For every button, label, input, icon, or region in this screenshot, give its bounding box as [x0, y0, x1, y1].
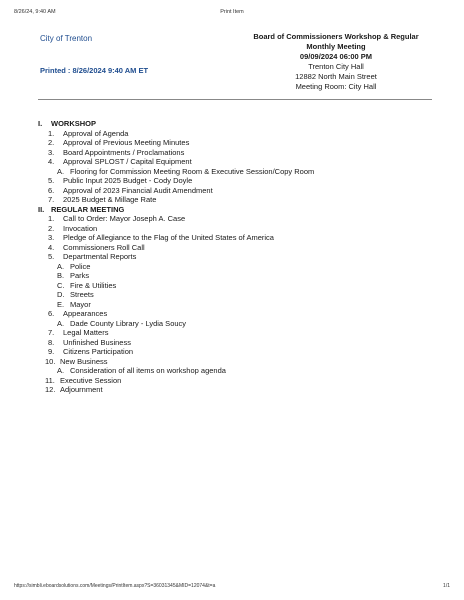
agenda-item-text: Appearances — [63, 309, 108, 318]
agenda-item-number: 1. — [48, 128, 55, 138]
agenda-item — [38, 385, 448, 395]
agenda-item — [38, 157, 448, 167]
print-title: Print Item — [220, 9, 244, 15]
agenda-item-text: Citizens Participation — [63, 347, 134, 356]
agenda-item — [38, 138, 448, 148]
agenda-item-number: 11. — [45, 375, 55, 385]
section-heading-number: I. — [38, 119, 43, 128]
agenda — [38, 119, 448, 395]
agenda-subitem-number: A. — [57, 166, 65, 176]
agenda-subitem-text: Dade County Library - Lydia Soucy — [70, 318, 187, 328]
agenda-item — [38, 129, 448, 139]
agenda-item — [38, 148, 448, 158]
agenda-item-number: 5. — [48, 252, 55, 261]
agenda-item — [38, 186, 448, 196]
agenda-subitem-text: Flooring for Commission Meeting Room & Executive Session/Copy Room — [70, 166, 315, 176]
agenda-item-number: 12. — [45, 385, 56, 394]
agenda-item-number: 6. — [48, 185, 55, 195]
agenda-item — [38, 376, 448, 386]
agenda-subitem — [38, 281, 448, 291]
header-divider — [38, 99, 432, 100]
meeting-title-line-2: Monthly Meeting — [306, 42, 366, 51]
section-heading — [38, 119, 448, 129]
print-url: https://simbli.eboardsolutions.com/Meetings/PrintItem.aspx?S=36031345&MID=12074&t=a — [14, 583, 216, 589]
agenda-subitem — [38, 262, 448, 272]
agenda-item-number: 7. — [48, 195, 55, 204]
agenda-item — [38, 176, 448, 186]
agenda-item-text: Approval of Agenda — [63, 128, 129, 138]
agenda-item — [38, 224, 448, 234]
agenda-item-text: Departmental Reports — [63, 252, 137, 261]
section-heading-text: WORKSHOP — [51, 119, 96, 128]
agenda-item-number: 4. — [48, 242, 55, 252]
agenda-item-number: 1. — [48, 214, 55, 223]
agenda-item — [38, 233, 448, 243]
meeting-date: 09/09/2024 06:00 PM — [299, 52, 373, 61]
agenda-item-number: 3. — [48, 233, 55, 242]
section-heading-text: REGULAR MEETING — [51, 204, 125, 214]
agenda-item-text: Unfinished Business — [63, 337, 131, 347]
agenda-item-text: Legal Matters — [63, 328, 109, 337]
agenda-subitem — [38, 290, 448, 300]
agenda-subitem — [38, 271, 448, 281]
section-heading — [38, 205, 448, 215]
agenda-item-text: Board Appointments / Proclamations — [63, 147, 185, 157]
agenda-subitem-number: E. — [57, 299, 65, 309]
agenda-item-text: Public Input 2025 Budget - Cody Doyle — [63, 176, 193, 185]
print-page-number: 1/1 — [443, 583, 450, 589]
agenda-item-text: Call to Order: Mayor Joseph A. Case — [63, 214, 186, 223]
agenda-subitem-number: A. — [57, 261, 65, 271]
agenda-subitem-number: D. — [57, 290, 65, 299]
agenda-subitem-text: Mayor — [70, 299, 91, 309]
agenda-item-text: Invocation — [63, 223, 98, 233]
agenda-item — [38, 309, 448, 319]
agenda-item — [38, 338, 448, 348]
agenda-subitem-number: A. — [57, 318, 65, 328]
agenda-item-text: Commissioners Roll Call — [63, 242, 145, 252]
agenda-subitem-text: Streets — [70, 290, 94, 299]
agenda-item-text: Executive Session — [60, 375, 122, 385]
agenda-subitem-number: C. — [57, 280, 65, 290]
agenda-item-number: 8. — [48, 337, 55, 347]
agenda-item — [38, 252, 448, 262]
print-datetime: 8/26/24, 9:40 AM — [14, 9, 56, 15]
agenda-item-number: 5. — [48, 176, 55, 185]
agenda-subitem — [38, 300, 448, 310]
agenda-item-text: Pledge of Allegiance to the Flag of the United States of America — [63, 233, 274, 242]
agenda-subitem-text: Consideration of all items on workshop agenda — [70, 366, 226, 375]
agenda-subitem-text: Fire & Utilities — [70, 280, 117, 290]
agenda-item-text: New Business — [60, 356, 108, 366]
meeting-info — [230, 32, 442, 92]
agenda-subitem-text: Parks — [70, 271, 90, 280]
printed-timestamp: Printed : 8/26/2024 9:40 AM ET — [40, 66, 149, 75]
agenda-item-number: 3. — [48, 147, 55, 157]
organization-name: City of Trenton — [40, 34, 93, 43]
agenda-item — [38, 243, 448, 253]
agenda-item-number: 2. — [48, 138, 55, 147]
agenda-item-number: 4. — [48, 157, 55, 166]
agenda-subitem-number: B. — [57, 271, 65, 280]
agenda-subitem-text: Police — [70, 261, 91, 271]
agenda-item-text: 2025 Budget & Millage Rate — [63, 195, 157, 204]
agenda-subitem — [38, 319, 448, 329]
meeting-location-name: Trenton City Hall — [308, 62, 364, 71]
agenda-item-text: Approval SPLOST / Capital Equipment — [63, 157, 192, 166]
agenda-subitem — [38, 167, 448, 177]
agenda-item-text: Approval of 2023 Financial Audit Amendment — [63, 185, 213, 195]
agenda-item — [38, 347, 448, 357]
agenda-item-number: 7. — [48, 328, 55, 337]
agenda-item — [38, 357, 448, 367]
agenda-subitem-number: A. — [57, 366, 65, 375]
meeting-location-address: 12882 North Main Street — [295, 72, 377, 81]
agenda-subitem — [38, 366, 448, 376]
agenda-item — [38, 195, 448, 205]
agenda-item — [38, 328, 448, 338]
agenda-item-text: Adjournment — [60, 385, 103, 394]
meeting-title-line-1: Board of Commissioners Workshop & Regular — [253, 32, 419, 41]
agenda-item-number: 10. — [45, 356, 56, 366]
agenda-item-number: 2. — [48, 223, 55, 233]
meeting-location-room: Meeting Room: City Hall — [295, 82, 377, 91]
section-heading-number: II. — [38, 204, 45, 214]
agenda-item-number: 6. — [48, 309, 55, 318]
agenda-item — [38, 214, 448, 224]
agenda-item-text: Approval of Previous Meeting Minutes — [63, 138, 190, 147]
agenda-item-number: 9. — [48, 347, 55, 356]
